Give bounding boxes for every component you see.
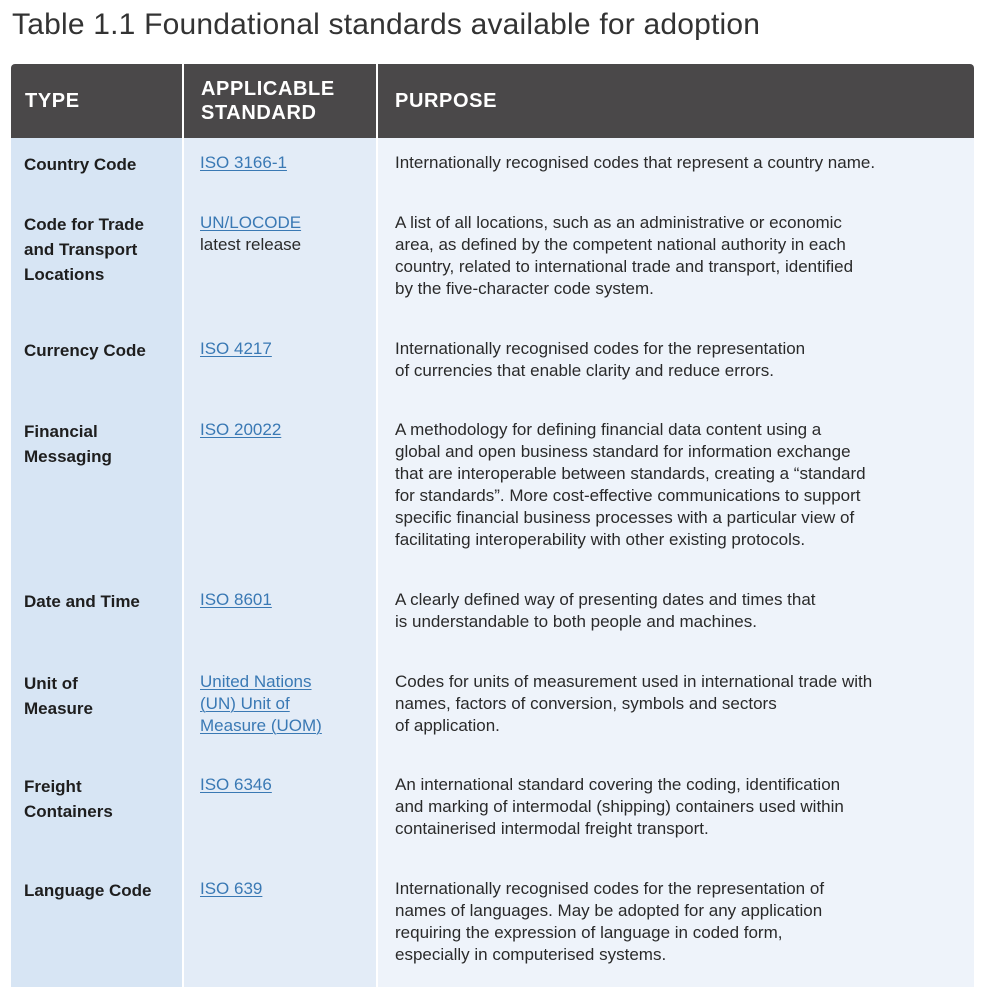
- column-divider: [376, 64, 378, 987]
- row-standard: [200, 338, 372, 360]
- standard-link[interactable]: ISO 639: [200, 879, 263, 898]
- standard-link[interactable]: ISO 8601: [200, 590, 272, 609]
- standard-link[interactable]: UN/LOCODE: [200, 213, 302, 232]
- row-purpose: A methodology for defining financial data content using a global and open business standard for information exchange that are interoperable between standards, creating a “standard for standards”. More cost-effective communications to support specific financial business processes with a particular view of facilitating interoperability with other existing protocols.: [395, 420, 866, 549]
- header-applicable-standard: APPLICABLE STANDARD: [201, 78, 335, 124]
- row-standard: [200, 419, 372, 441]
- row-type: Country Code: [24, 155, 137, 174]
- standard-column-background: [184, 138, 376, 987]
- table-header: [11, 64, 974, 138]
- row-standard: [200, 774, 372, 796]
- standards-table: [11, 64, 974, 987]
- row-standard: [200, 671, 350, 737]
- row-purpose: A list of all locations, such as an administrative or economic area, as defined by the competent national authority in each country, related to international trade and transport, identified by the five-character code system.: [395, 213, 854, 298]
- row-type: Financial Messaging: [24, 422, 112, 466]
- row-type: Freight Containers: [24, 777, 113, 821]
- row-standard: [200, 878, 372, 900]
- standard-link[interactable]: ISO 6346: [200, 775, 272, 794]
- standard-link[interactable]: ISO 4217: [200, 339, 272, 358]
- standard-link[interactable]: ISO 3166-1: [200, 153, 287, 172]
- row-standard: [200, 589, 372, 611]
- row-purpose: A clearly defined way of presenting dates and times that is understandable to both people and machines.: [395, 590, 816, 631]
- column-divider: [182, 64, 184, 987]
- row-purpose: An international standard covering the coding, identification and marking of intermodal (shipping) containers used within containerised intermodal freight transport.: [395, 775, 844, 838]
- row-type: Language Code: [24, 881, 152, 900]
- row-standard: [200, 152, 372, 174]
- row-purpose: Codes for units of measurement used in international trade with names, factors of conversion, symbols and sectors of application.: [395, 672, 873, 735]
- row-standard: [200, 212, 372, 256]
- standard-note: latest release: [200, 235, 302, 254]
- table-title: Table 1.1 Foundational standards available for adoption: [12, 8, 761, 41]
- header-purpose: PURPOSE: [395, 90, 498, 112]
- header-type: TYPE: [25, 90, 80, 112]
- row-purpose: Internationally recognised codes for the representation of names of languages. May be adopted for any application requiring the expression of language in coded form, especially in computerised systems.: [395, 879, 825, 964]
- row-type: Unit of Measure: [24, 674, 93, 718]
- standard-link[interactable]: United Nations (UN) Unit of Measure (UOM): [200, 672, 322, 735]
- row-type: Code for Trade and Transport Locations: [24, 215, 144, 284]
- row-type: Date and Time: [24, 592, 140, 611]
- row-purpose: Internationally recognised codes that represent a country name.: [395, 153, 876, 172]
- standard-link[interactable]: ISO 20022: [200, 420, 282, 439]
- row-purpose: Internationally recognised codes for the representation of currencies that enable clarity and reduce errors.: [395, 339, 806, 380]
- row-type: Currency Code: [24, 341, 146, 360]
